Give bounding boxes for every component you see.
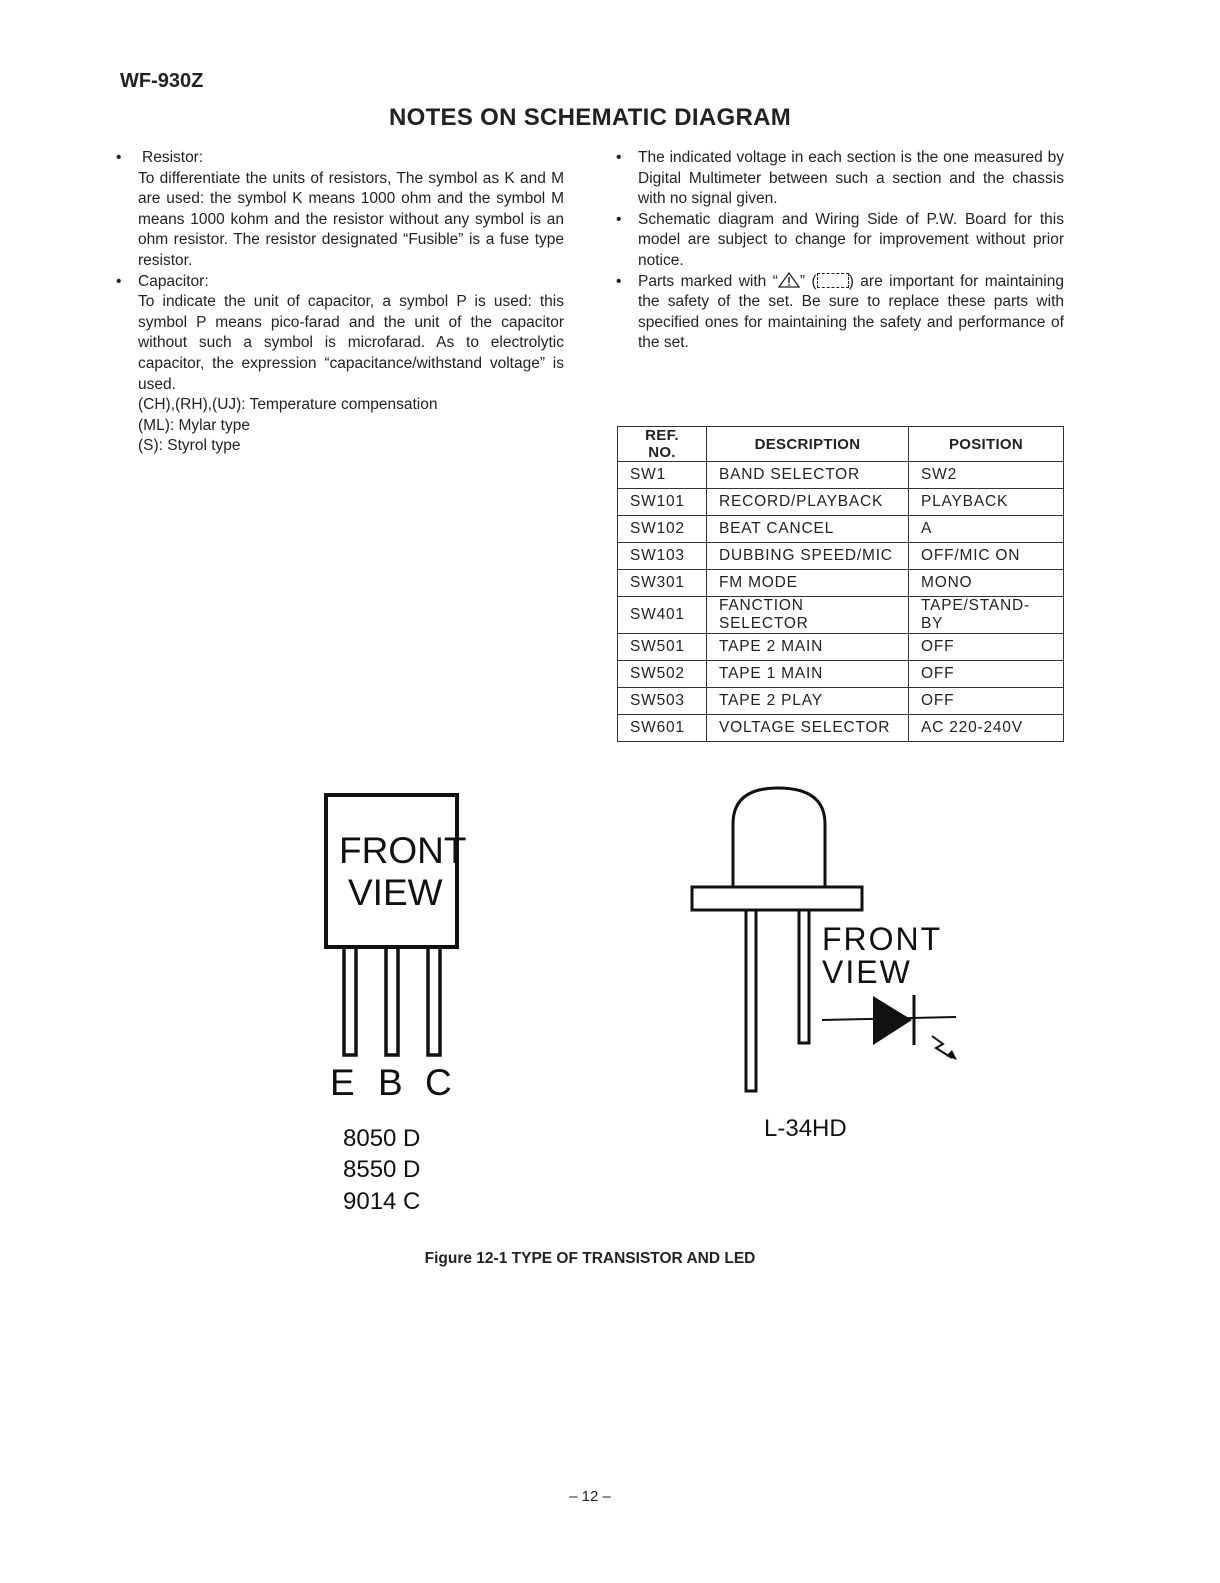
- safety-prefix: Parts marked with “: [638, 272, 778, 290]
- transistor-type: 9014 C: [343, 1188, 421, 1215]
- change-text: Schematic diagram and Wiring Side of P.W. Board for this model are subject to change for improvement without prior notice.: [638, 210, 1064, 269]
- safety-mid: ” (: [799, 272, 817, 290]
- cell-position: PLAYBACK: [909, 489, 1064, 516]
- cell-ref: SW503: [618, 688, 707, 715]
- cell-ref: SW103: [618, 543, 707, 570]
- led-flange: [692, 887, 862, 910]
- led-symbol-icon: [822, 995, 957, 1060]
- cell-description: BAND SELECTOR: [707, 462, 909, 489]
- cell-description: DUBBING SPEED/MIC: [707, 543, 909, 570]
- cell-ref: SW1: [618, 462, 707, 489]
- cell-description: TAPE 2 MAIN: [707, 634, 909, 661]
- bullet-dot: •: [616, 272, 622, 290]
- safety-suffix: ) are important for maintaining the safety of the set. Be sure to replace these parts with specified ones for maintaining the safety and performance of the set.: [638, 272, 1064, 352]
- pin-label-b: B: [378, 1062, 403, 1103]
- cell-position: AC 220-240V: [909, 715, 1064, 742]
- transistor-type: 8050 D: [343, 1125, 421, 1152]
- page-title: NOTES ON SCHEMATIC DIAGRAM: [388, 104, 792, 131]
- resistor-heading: Resistor:: [142, 149, 204, 166]
- header-ref-no: REF. NO.: [618, 427, 707, 462]
- transistor-drawing: [326, 795, 466, 1215]
- voltage-text: The indicated voltage in each section is the one measured by Digital Multimeter between such a section and the chassis with no signal given.: [638, 149, 1064, 208]
- transistor-lead-c: [428, 947, 440, 1055]
- cell-ref: SW501: [618, 634, 707, 661]
- cell-position: TAPE/STAND-BY: [909, 597, 1064, 634]
- transistor-type: 8550 D: [343, 1156, 421, 1183]
- cell-description: TAPE 2 PLAY: [707, 688, 909, 715]
- bullet-dot: •: [616, 149, 622, 166]
- cell-description: RECORD/PLAYBACK: [707, 489, 909, 516]
- cell-ref: SW101: [618, 489, 707, 516]
- capacitor-text: To indicate the unit of capacitor, a symbol P is used: this symbol P means pico-farad and the unit of the capacitor without such a symbol is microfarad. As to electrolytic capacitor, the expression “capacitance/withstand voltage” is used.: [138, 293, 564, 393]
- led-lead-short: [799, 910, 809, 1043]
- cell-ref: SW102: [618, 516, 707, 543]
- transistor-view-label: VIEW: [348, 872, 443, 913]
- cell-position: OFF/MIC ON: [909, 543, 1064, 570]
- pin-label-e: E: [330, 1062, 355, 1103]
- transistor-lead-e: [344, 947, 356, 1055]
- cell-description: FM MODE: [707, 570, 909, 597]
- header-position: POSITION: [909, 427, 1064, 462]
- cell-ref: SW301: [618, 570, 707, 597]
- model-number: WF-930Z: [120, 70, 204, 92]
- transistor-body: [326, 795, 457, 947]
- cell-position: OFF: [909, 688, 1064, 715]
- bullet-dot: •: [116, 149, 122, 166]
- header-description: DESCRIPTION: [707, 427, 909, 462]
- bullet-dot: •: [616, 210, 622, 228]
- led-drawing: [692, 788, 957, 1142]
- cell-description: FANCTION SELECTOR: [707, 597, 909, 634]
- cell-position: OFF: [909, 661, 1064, 688]
- led-view-label: VIEW: [822, 954, 912, 990]
- transistor-front-label: FRONT: [339, 830, 467, 871]
- cell-description: TAPE 1 MAIN: [707, 661, 909, 688]
- led-lead-long: [746, 910, 756, 1091]
- temperature-compensation-note: (CH),(RH),(UJ): Temperature compensation: [138, 396, 438, 414]
- cell-position: SW2: [909, 462, 1064, 489]
- page-number: – 12 –: [569, 1488, 611, 1505]
- cell-description: BEAT CANCEL: [707, 516, 909, 543]
- transistor-lead-b: [386, 947, 398, 1055]
- led-dome: [733, 788, 825, 887]
- cell-position: OFF: [909, 634, 1064, 661]
- resistor-text: To differentiate the units of resistors, The symbol as K and M are used: the symbol K means 1000 ohm and the symbol M means 1000 kohm and the resistor without any symbol is an ohm resistor. The resistor designated “Fusible” is a fuse type resistor.: [138, 169, 564, 269]
- figure-caption: Figure 12-1 TYPE OF TRANSISTOR AND LED: [424, 1250, 756, 1267]
- cell-ref: SW502: [618, 661, 707, 688]
- capacitor-heading: Capacitor:: [138, 272, 209, 290]
- mylar-type-note: (ML): Mylar type: [138, 416, 250, 434]
- cell-position: MONO: [909, 570, 1064, 597]
- led-part-number: L-34HD: [764, 1115, 847, 1142]
- cell-description: VOLTAGE SELECTOR: [707, 715, 909, 742]
- cell-position: A: [909, 516, 1064, 543]
- cell-ref: SW401: [618, 597, 707, 634]
- cell-ref: SW601: [618, 715, 707, 742]
- led-front-label: FRONT: [822, 921, 943, 957]
- bullet-dot: •: [116, 272, 122, 290]
- pin-label-c: C: [425, 1062, 452, 1103]
- styrol-type-note: (S): Styrol type: [138, 437, 241, 455]
